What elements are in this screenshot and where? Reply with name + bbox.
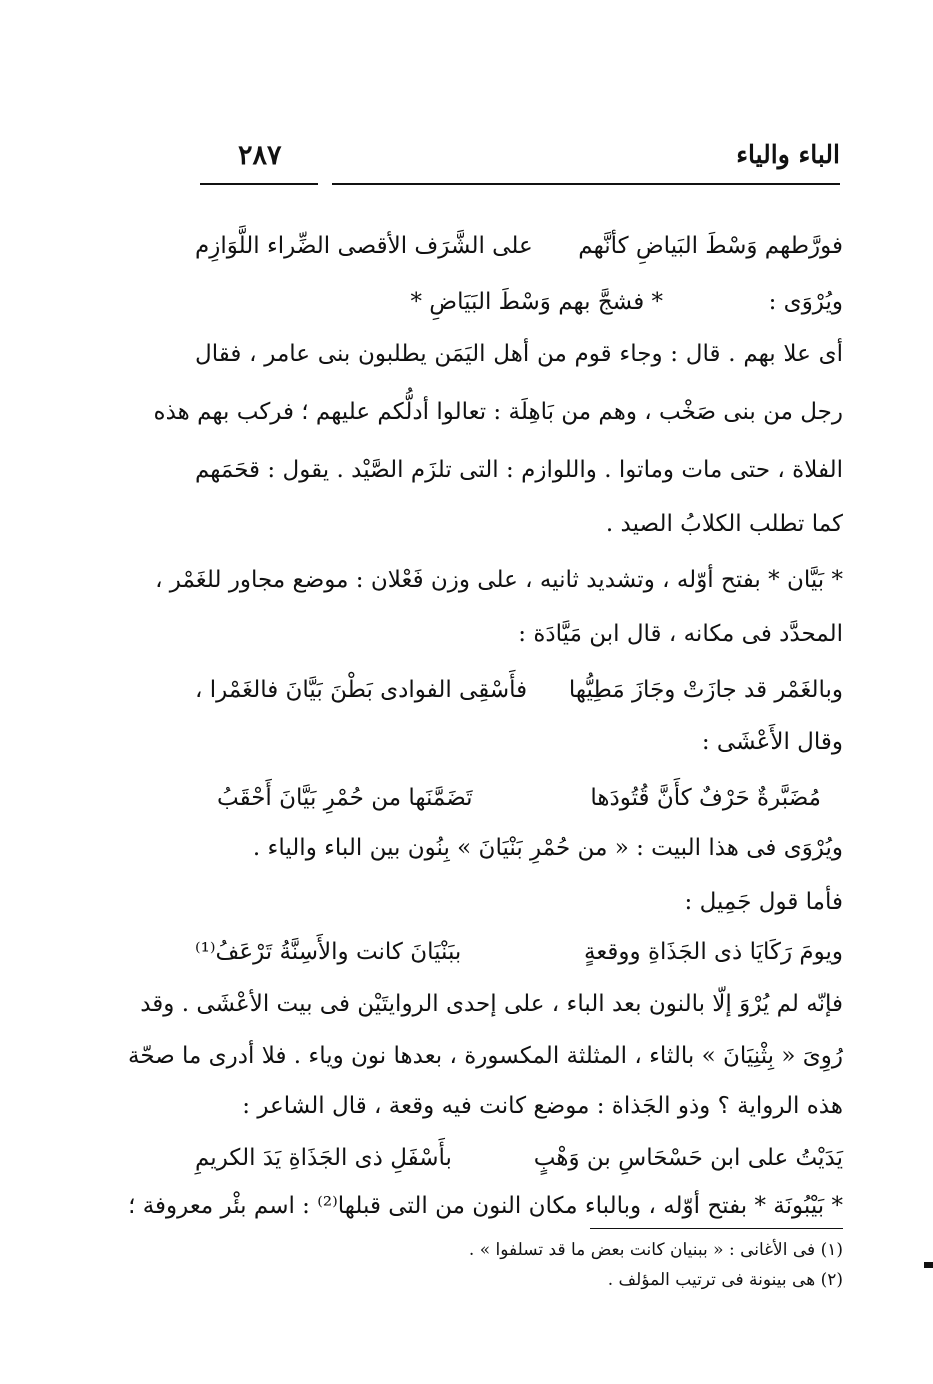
text-line: الفلاة ، حتى مات وماتوا . واللوازم : التى تلزَم الصَّيْد . يقول : قحَمَهم bbox=[195, 457, 843, 483]
verse-second-hemistich: بأَسْفَلِ ذى الجَذَاةِ يَدَ الكريمِ bbox=[195, 1145, 452, 1171]
entry-line: * بَيْبُونَة * بفتح أوّله ، وبالباء مكان النون من التى قبلها⁽²⁾ : اسم بئْر معروفة ؛ bbox=[128, 1193, 843, 1219]
verse-variant bbox=[195, 282, 843, 322]
verse-line bbox=[195, 932, 843, 972]
text-line: فأما قول جَمِيل : bbox=[684, 889, 843, 915]
verse-second-hemistich: ببَنْيَانَ كانت والأَسِنَّةُ تَرْعَفُ⁽¹⁾ bbox=[195, 939, 462, 965]
verse-second-hemistich: تَضَمَّنَها من حُمْرِ بَيَّانَ أَحْقَبُ bbox=[217, 785, 473, 811]
footnote-rule bbox=[590, 1228, 843, 1229]
header-rule bbox=[200, 183, 840, 185]
text-line: هذه الرواية ؟ وذو الجَذاة : موضع كانت فيه وقعة ، قال الشاعر : bbox=[242, 1093, 843, 1119]
footnote-1: (١) فى الأغانى : « ببنيان كانت بعض ما قد تسلفوا » . bbox=[468, 1240, 843, 1260]
footnote-2: (٢) هى بينونة فى ترتيب المؤلف . bbox=[607, 1270, 843, 1290]
variant-text: * فشجَّ بهم وَسْطَ البَيَاضِ * bbox=[410, 289, 663, 315]
verse-second-hemistich: على الشَّرَف الأقصى الضِّراء اللَّوَازِم bbox=[195, 233, 533, 259]
verse-first-hemistich: وبالغَمْر قد جازَتْ وجَازَ مَطِيُّها bbox=[568, 677, 843, 703]
verse-first-hemistich: ويومَ رَكَايَا ذى الجَذَاةِ ووقعةٍ bbox=[584, 939, 843, 965]
verse-first-hemistich: يَدَيْتُ على ابن حَسْحَاسِ بن وَهْبٍ bbox=[533, 1145, 843, 1171]
page-number: ٢٨٧ bbox=[238, 140, 282, 171]
text-line: ويُرْوَى فى هذا البيت : « من حُمْرِ بَنْيَانَ » بِنُون بين الباء والياء . bbox=[252, 835, 843, 861]
running-title: الباء والياء bbox=[736, 140, 840, 169]
text-line: أى علا بهم . قال : وجاء قوم من أهل اليَمَن يطلبون بنى عامر ، فقال bbox=[195, 341, 843, 367]
verse-line bbox=[195, 778, 843, 818]
text-line: وقال الأَعْشَى : bbox=[701, 729, 843, 755]
variant-label: ويُرْوَى : bbox=[768, 289, 843, 315]
header-rule-gap bbox=[318, 180, 332, 188]
text-line: فإنّه لم يُرْوَ إلّا بالنون بعد الباء ، على إحدى الروايتَيْن فى بيت الأعْشَى . وقد bbox=[140, 991, 843, 1017]
text-line: رجل من بنى صَخْب ، وهم من بَاهِلَة : تعالوا أدلُّكم عليهم ؛ فركب بهم هذه bbox=[153, 399, 843, 425]
text-line: رُوِىَ « بِثْنِيَانَ » بالثاء ، المثلثة المكسورة ، بعدها نون وياء . فلا أدرى ما صحّة bbox=[128, 1043, 843, 1069]
margin-mark bbox=[924, 1262, 933, 1268]
verse-line bbox=[195, 1138, 843, 1178]
text-line: المحدَّد فى مكانه ، قال ابن مَيَّادَة : bbox=[518, 621, 843, 647]
entry-line: * بَيَّان * بفتح أوّله ، وتشديد ثانيه ، على وزن فَعْلان : موضع مجاور للغَمْر ، bbox=[155, 567, 843, 593]
text-line: كما تطلب الكلابُ الصيد . bbox=[605, 511, 843, 537]
running-header bbox=[200, 140, 840, 180]
verse-first-hemistich: فورَّطهم وَسْطَ البَياضِ كأنَّهم bbox=[578, 233, 843, 259]
verse-line bbox=[195, 226, 843, 266]
verse-second-hemistich: فأَسْقِى الفوادى بَطْنَ بَيَّانَ فالغَمْرا ، bbox=[195, 677, 528, 703]
verse-first-hemistich: مُضَبَّرةٌ حَرْفٌ كأَنَّ قُتُودَها bbox=[590, 785, 821, 811]
verse-line bbox=[195, 670, 843, 710]
